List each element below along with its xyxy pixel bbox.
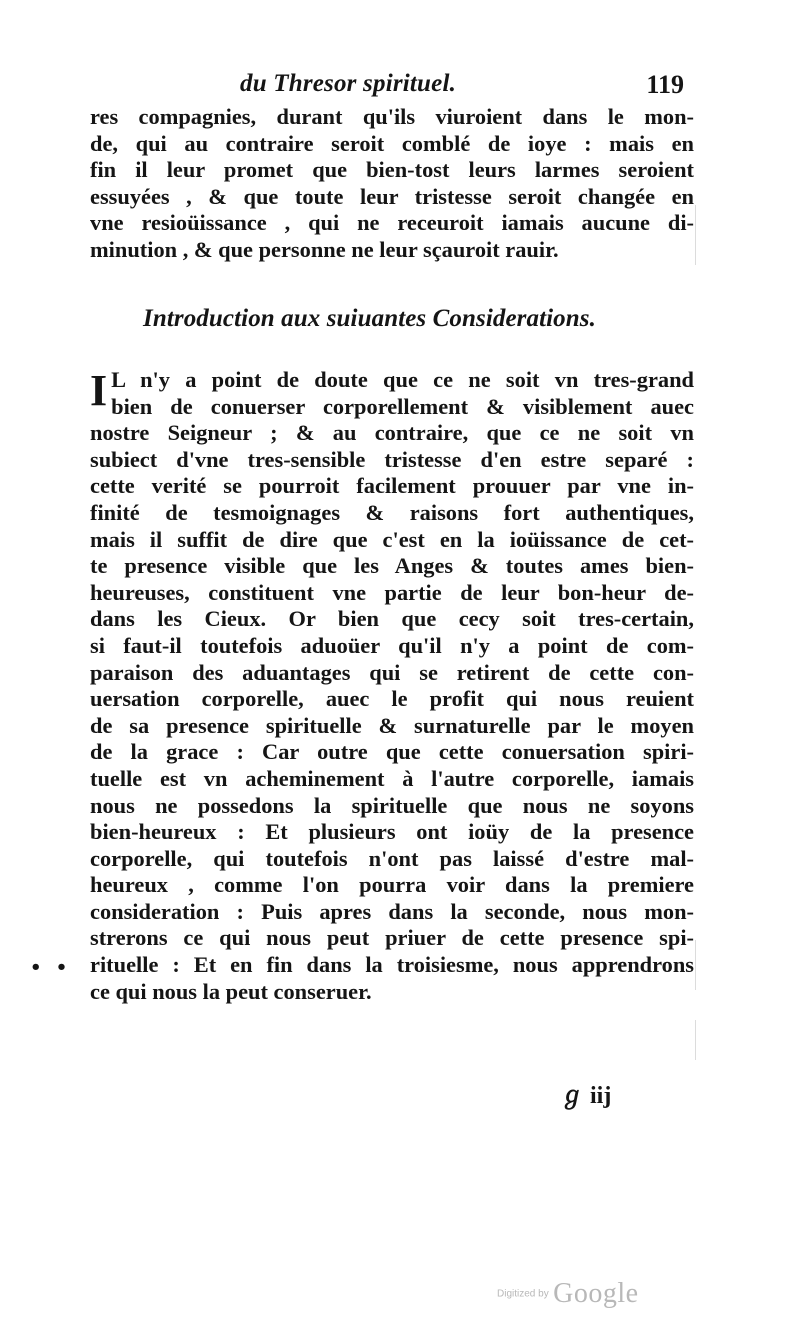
page-edge-shadow <box>695 205 696 265</box>
signature-mark: ℊ iij <box>560 1083 612 1109</box>
text-line: bien-heureux : Et plusieurs ont ioüy de la presence <box>90 819 694 845</box>
text-line: de la grace : Car outre que cette conuersation spiri- <box>90 739 694 765</box>
text-line: de sa presence spirituelle & surnaturelle par le moyen <box>90 712 694 738</box>
text-line: fin il leur promet que bien-tost leurs larmes seroient <box>90 157 694 183</box>
text-line: consideration : Puis apres dans la seconde, nous mon- <box>90 898 694 924</box>
watermark-prefix: Digitized by <box>497 1288 549 1300</box>
page-edge-shadow <box>695 940 696 990</box>
digitization-watermark <box>497 1278 639 1310</box>
text-line: minution , & que personne ne leur sçauroit rauir. <box>90 236 559 262</box>
text-line: paraison des aduantages qui se retirent de cette con- <box>90 659 694 685</box>
text-line: L n'y a point de doute que ce ne soit vn tres-grand <box>111 367 694 392</box>
text-line: de, qui au contraire seroit comblé de ioye : mais en <box>90 130 694 156</box>
section-heading: Introduction aux suiuantes Considerations. <box>143 305 596 332</box>
watermark-brand: Google <box>553 1278 639 1309</box>
text-line: ce qui nous la peut conseruer. <box>90 978 372 1004</box>
text-line: rituelle : Et en fin dans la troisiesme, nous apprendrons <box>90 952 694 978</box>
text-line: si faut-il toutefois aduoüer qu'il n'y a point de com- <box>90 632 694 658</box>
text-line: corporelle, qui toutefois n'ont pas laissé d'estre mal- <box>90 845 694 871</box>
text-line: dans les Cieux. Or bien que cecy soit tres-certain, <box>90 606 694 632</box>
margin-dots: • • <box>30 957 72 978</box>
drop-cap: I <box>90 366 108 415</box>
paragraph-continuation <box>90 104 694 264</box>
paragraph-introduction <box>90 367 694 1005</box>
text-line: nous ne possedons la spirituelle que nous ne soyons <box>90 792 694 818</box>
text-line: res compagnies, durant qu'ils viuroient dans le mon- <box>90 104 694 129</box>
text-line: vne resioüissance , qui ne receuroit iamais aucune di- <box>90 210 694 236</box>
text-line: strerons ce qui nous peut priuer de cette presence spi- <box>90 925 694 951</box>
text-line: tuelle est vn acheminement à l'autre corporelle, iamais <box>90 765 694 791</box>
page-edge-shadow <box>695 1020 696 1060</box>
text-line: nostre Seigneur ; & au contraire, que ce ne soit vn <box>90 420 694 446</box>
text-line: finité de tesmoignages & raisons fort authentiques, <box>90 499 694 525</box>
text-line: heureuses, constituent vne partie de leur bon-heur de- <box>90 579 694 605</box>
text-line: bien de conuerser corporellement & visiblement auec <box>111 393 694 419</box>
text-line: te presence visible que les Anges & toutes ames bien- <box>90 553 694 579</box>
text-line: subiect d'vne tres-sensible tristesse d'en estre separé : <box>90 446 694 472</box>
text-line: mais il suffit de dire que c'est en la ioüissance de cet- <box>90 526 694 552</box>
text-line: heureux , comme l'on pourra voir dans la premiere <box>90 872 694 898</box>
running-title: du Thresor spirituel. <box>240 70 457 97</box>
text-line: essuyées , & que toute leur tristesse seroit changée en <box>90 183 694 209</box>
text-line: uersation corporelle, auec le profit qui nous reuient <box>90 686 694 712</box>
text-line: cette verité se pourroit facilement prouuer par vne in- <box>90 473 694 499</box>
page-number: 119 <box>646 70 684 99</box>
